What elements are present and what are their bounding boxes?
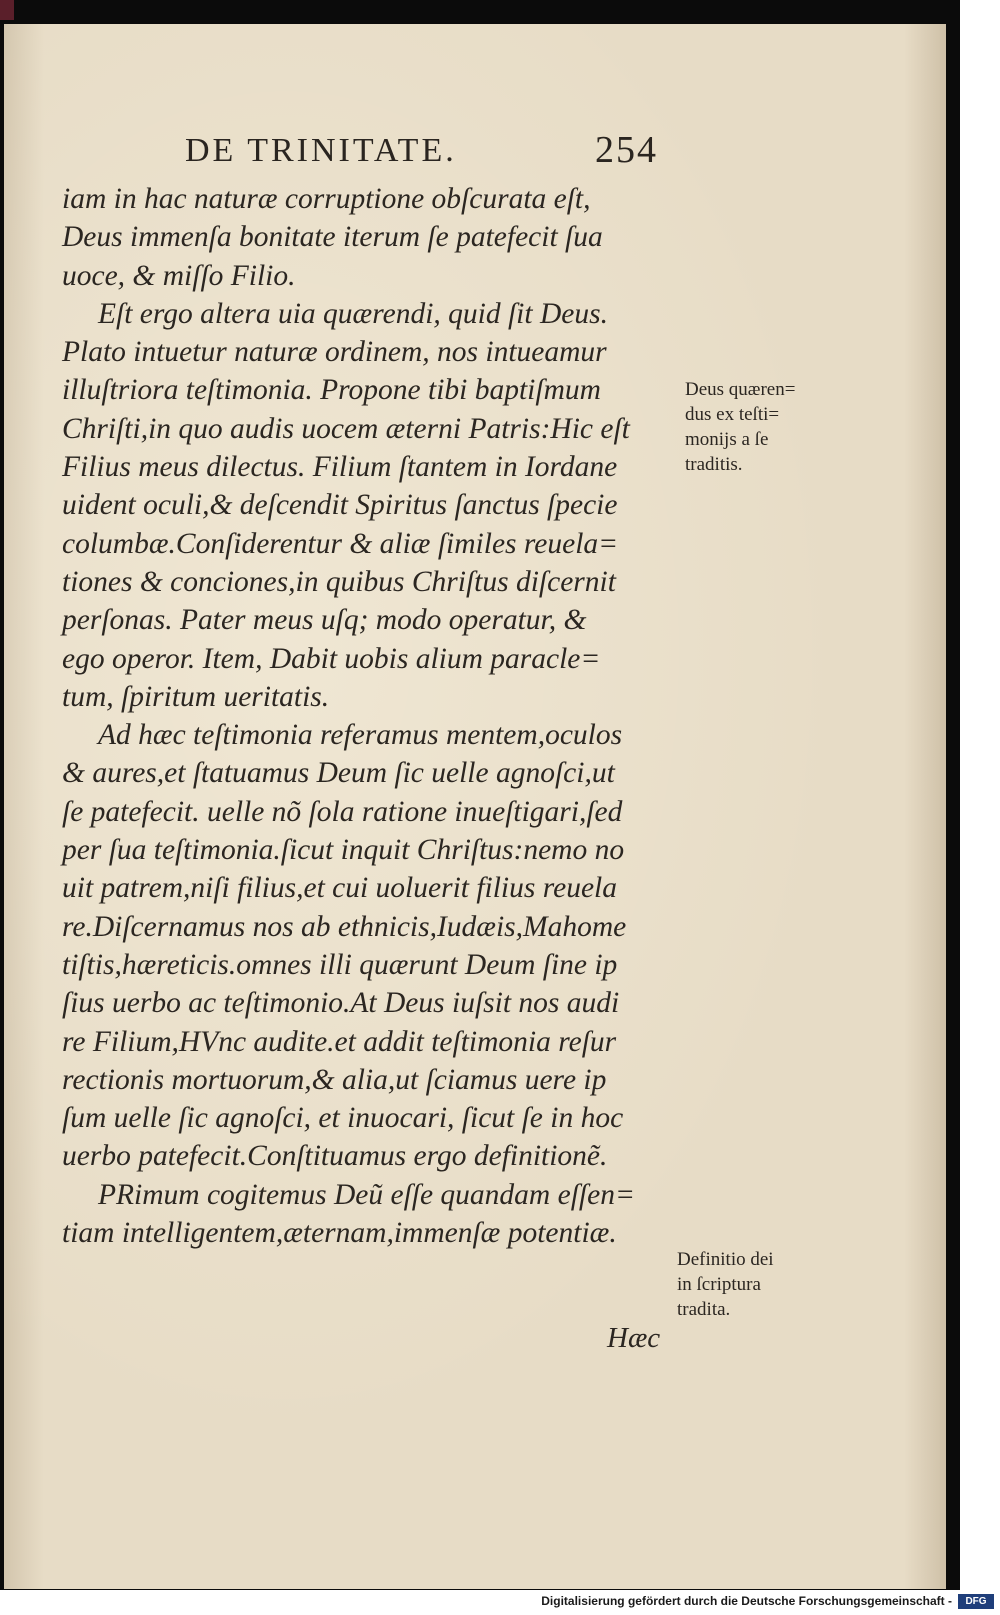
marginal-note-line: monijs a ſe <box>685 429 769 450</box>
main-text <box>62 180 682 1252</box>
text-line: Filius meus dilectus. Filium ſtantem in Iordane <box>62 451 618 484</box>
text-line: illuſtriora teſtimonia. Propone tibi baptiſmum <box>62 374 601 407</box>
text-line: ſum uelle ſic agnoſci, et inuocari, ſicut ſe in hoc <box>62 1102 624 1135</box>
text-line: perſonas. Pater meus uſq; modo operatur, & <box>62 604 587 637</box>
marginal-note-line: tradita. <box>677 1299 731 1320</box>
text-line: Plato intuetur naturæ ordinem, nos intueamur <box>62 336 607 369</box>
text-line: Ad hæc teſtimonia referamus mentem,oculos <box>98 719 623 752</box>
text-line: uoce, & miſſo Filio. <box>62 259 296 292</box>
text-line: per ſua teſtimonia.ſicut inquit Chriſtus:nemo no <box>62 834 625 867</box>
text-line: uident oculi,& deſcendit Spiritus ſanctus ſpecie <box>62 489 618 522</box>
page-header <box>185 129 685 172</box>
text-line: ego operor. Item, Dabit uobis alium paracle= <box>62 642 601 675</box>
text-line: columbæ.Conſiderentur & aliæ ſimiles reuela= <box>62 527 619 560</box>
text-line: Chriſti,in quo audis uocem æterni Patris:Hic eſt <box>62 412 630 445</box>
text-line: re Filium,HVnc audite.et addit teſtimonia reſur <box>62 1025 617 1058</box>
text-line: tiones & conciones,in quibus Chriſtus diſcernit <box>62 565 616 598</box>
text-line: re.Diſcernamus nos ab ethnicis,Iudæis,Mahome <box>62 910 627 943</box>
digitization-credit: Digitalisierung gefördert durch die Deutsche Forschungsgemeinschaft - <box>541 1594 952 1608</box>
text-line: tiam intelligentem,æternam,immenſæ potentiæ. <box>62 1217 617 1250</box>
catchword: Hæc <box>607 1322 661 1354</box>
text-line: ſius uerbo ac teſtimonio.At Deus iuſsit nos audi <box>62 987 620 1020</box>
text-line: Deus immenſa bonitate iterum ſe patefecit ſua <box>62 221 603 254</box>
marginal-note-line: Definitio dei <box>677 1249 774 1270</box>
text-line: ſe patefecit. uelle nõ ſola ratione inueſtigari,ſed <box>62 795 623 828</box>
marginal-note-line: traditis. <box>685 454 743 475</box>
text-line: uit patrem,niſi filius,et cui uoluerit filius reuela <box>62 872 617 905</box>
running-title: DE TRINITATE. <box>185 132 457 169</box>
text-line: Eſt ergo altera uia quærendi, quid ſit Deus. <box>98 297 608 330</box>
marginal-note-line: Deus quæren= <box>685 379 796 400</box>
page-number: 254 <box>595 129 658 171</box>
dfg-logo: DFG <box>958 1594 994 1609</box>
corner-mark <box>0 0 14 20</box>
text-line: tiſtis,hæreticis.omnes illi quærunt Deum ſine ip <box>62 948 618 981</box>
text-line: iam in hac naturæ corruptione obſcurata eſt, <box>62 183 591 215</box>
marginal-note-line: in ſcriptura <box>677 1274 761 1295</box>
text-line: & aures,et ſtatuamus Deum ſic uelle agnoſci,ut <box>62 757 615 790</box>
text-line: tum, ſpiritum ueritatis. <box>62 680 330 713</box>
marginal-note <box>685 377 795 477</box>
text-line: uerbo patefecit.Conſtituamus ergo definitionẽ. <box>62 1140 608 1173</box>
text-line: rectionis mortuorum,& alia,ut ſciamus uere ip <box>62 1063 607 1096</box>
marginal-note-line: dus ex teſti= <box>685 404 780 425</box>
text-line: PRimum cogitemus Deũ eſſe quandam eſſen= <box>98 1178 635 1211</box>
marginal-note <box>677 1247 774 1322</box>
